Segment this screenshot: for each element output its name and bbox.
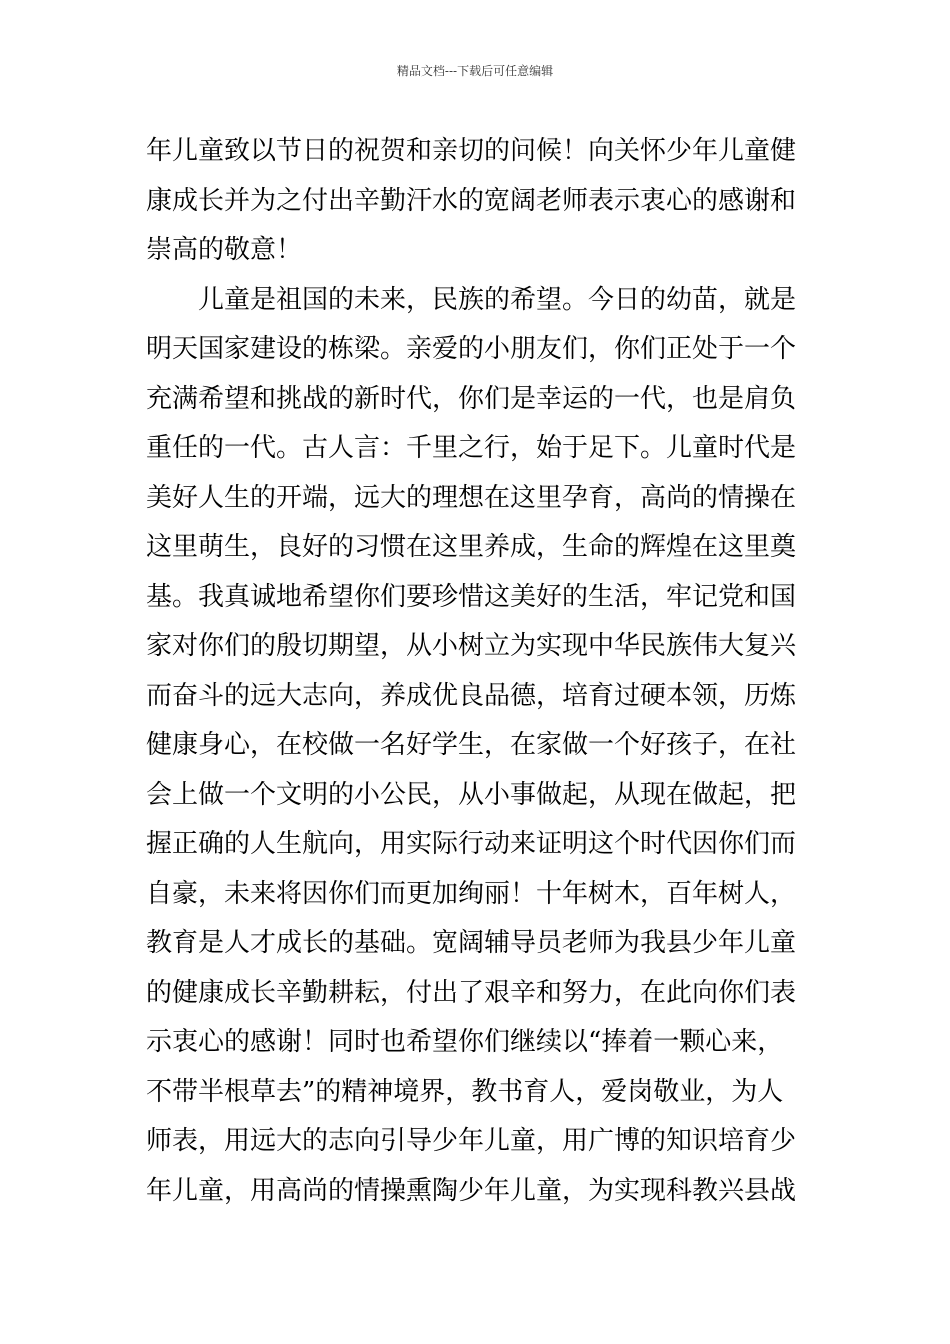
text-line: 而奋斗的远大志向，养成优良品德，培育过硬本领，历炼 [146,680,797,711]
text-line: 健康身心，在校做一名好学生，在家做一个好孩子，在社 [146,730,797,760]
text-line: 家对你们的殷切期望，从小树立为实现中华民族伟大复兴 [146,631,797,661]
text-line: 重任的一代。古人言：千里之行，始于足下。儿童时代是 [146,433,797,463]
text-line: 教育是人才成长的基础。宽阔辅导员老师为我县少年儿童 [146,928,797,958]
text-line: 年儿童致以节日的祝贺和亲切的问候！向关怀少年儿童健 [146,136,797,166]
text-line: 握正确的人生航向，用实际行动来证明这个时代因你们而 [146,829,797,859]
text-line: 这里萌生，良好的习惯在这里养成，生命的辉煌在这里奠 [146,532,797,562]
text-line: 师表，用远大的志向引导少年儿童，用广博的知识培育少 [146,1126,797,1156]
page-header: 精品文档---下载后可任意编辑 [396,64,554,78]
text-line: 会上做一个文明的小公民，从小事做起，从现在做起，把 [146,779,797,810]
text-line: 的健康成长辛勤耕耘，付出了艰辛和努力，在此向你们表 [146,977,797,1008]
text-line: 崇高的敬意！ [146,235,303,265]
text-line: 明天国家建设的栋梁。亲爱的小朋友们，你们正处于一个 [146,334,797,364]
text-line: 不带半根草去”的精神境界，教书育人，爱岗敬业，为人 [146,1076,784,1107]
text-line: 自豪，未来将因你们而更加绚丽！十年树木，百年树人， [146,878,797,909]
text-line: 示衷心的感谢！同时也希望你们继续以“捧着一颗心来， [146,1027,784,1057]
text-line: 年儿童，用高尚的情操熏陶少年儿童，为实现科教兴县战 [146,1175,797,1206]
paragraph-1 [146,127,812,276]
paragraph-2 [146,276,812,1217]
document-body [146,127,812,1216]
text-line: 儿童是祖国的未来，民族的希望。今日的幼苗，就是 [198,284,797,315]
text-line: 基。我真诚地希望你们要珍惜这美好的生活，牢记党和国 [146,581,797,612]
text-line: 美好人生的开端，远大的理想在这里孕育，高尚的情操在 [146,482,797,513]
text-line: 充满希望和挑战的新时代，你们是幸运的一代，也是肩负 [146,383,797,414]
text-line: 康成长并为之付出辛勤汗水的宽阔老师表示衷心的感谢和 [146,185,797,216]
